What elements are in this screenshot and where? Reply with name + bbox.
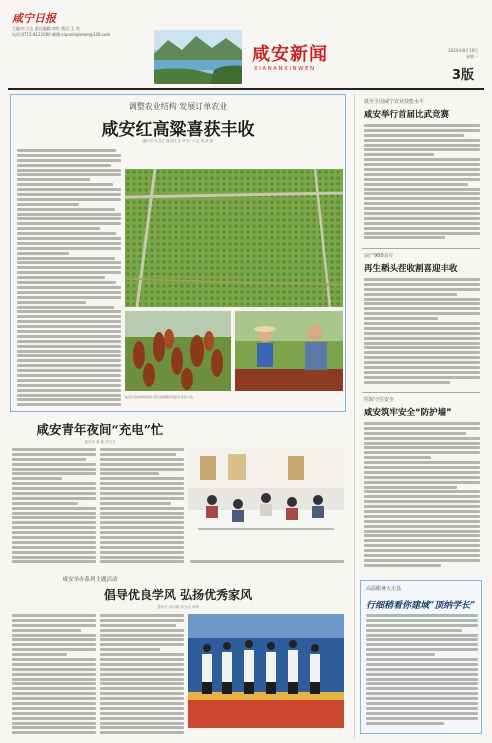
feature-kicker: 高温酷暑大走基 — [366, 586, 402, 592]
side3-headline: 咸安筑牢安全“防护墙” — [364, 408, 452, 418]
side1-headline: 咸安举行首届比武竞赛 — [364, 110, 450, 120]
lead-photo-caption: 咸安区高粱种植基地,金色高粱穗迎风摇曳,喜获丰收。 — [125, 395, 196, 399]
feature-calligraphy-title: 行细稍看你建域“顶纳学长” — [366, 601, 476, 611]
lead-body-text — [17, 149, 121, 407]
story3-byline: 通讯员 孙启超 刘玉洁 何婧 — [157, 605, 199, 609]
story2-headline: 咸安青年夜间“充电”忙 — [36, 422, 164, 437]
story3-kicker: 咸安举办系列主题活动 — [62, 577, 118, 583]
night-class-photo — [188, 448, 344, 556]
section-title: 咸安新闻 — [252, 44, 328, 65]
newspaper-logo: 咸宁日报 — [12, 12, 56, 25]
lead-byline: 通讯员 李卫红 通讯员 余 华 叶 子 记 者 黄 娟 — [142, 139, 214, 143]
issue-weekday: 星期一 — [466, 54, 478, 59]
sorghum-field-aerial-photo — [125, 169, 343, 307]
side2-kicker: 亩产900余斤 — [364, 253, 394, 259]
farmers-harvest-photo — [235, 311, 343, 391]
info-line-2: 电话:0715-8121000 邮箱:xianningnews@126.com — [12, 32, 111, 37]
side-rule-1 — [362, 248, 480, 249]
page-number: 3版 — [451, 68, 474, 83]
column-divider — [354, 94, 355, 738]
story3-body-col1 — [12, 614, 96, 736]
lead-story-box — [10, 94, 346, 412]
side1-kicker: 低至全国咸宁农业技能水平 — [364, 99, 425, 105]
lead-headline: 咸安红高粱喜获丰收 — [101, 120, 255, 140]
side2-body — [364, 278, 480, 388]
info-line-1: 主编:叶立志 责任编辑:李红 版式:王 杰 — [12, 26, 80, 31]
story2-body-col1 — [12, 448, 96, 568]
lead-kicker: 调整农业结构 发展订单农业 — [128, 102, 228, 111]
story2-body-tail — [190, 560, 344, 570]
side1-body — [364, 124, 480, 244]
story2-byline: 通讯员 周 敏 刘玉立 — [84, 440, 116, 444]
side2-headline: 再生稻头茬收割喜迎丰收 — [364, 264, 458, 274]
story3-headline: 倡导优良学风 弘扬优秀家风 — [103, 588, 253, 602]
masthead-landscape-photo — [154, 30, 242, 84]
story3-body-col2 — [100, 614, 184, 736]
issue-date: 2024年8月19日 — [448, 48, 478, 53]
side3-kicker: 医院守住安全 — [364, 397, 395, 403]
story2-body-col2 — [100, 448, 184, 568]
feature-body — [366, 614, 478, 730]
masthead-rule — [8, 88, 484, 90]
side-rule-2 — [362, 392, 480, 393]
stage-ceremony-photo — [188, 614, 344, 728]
sorghum-panicles-photo — [125, 311, 231, 391]
side3-body — [364, 422, 480, 572]
masthead — [8, 8, 484, 86]
section-pinyin: XIANANXINWEN — [254, 66, 316, 72]
